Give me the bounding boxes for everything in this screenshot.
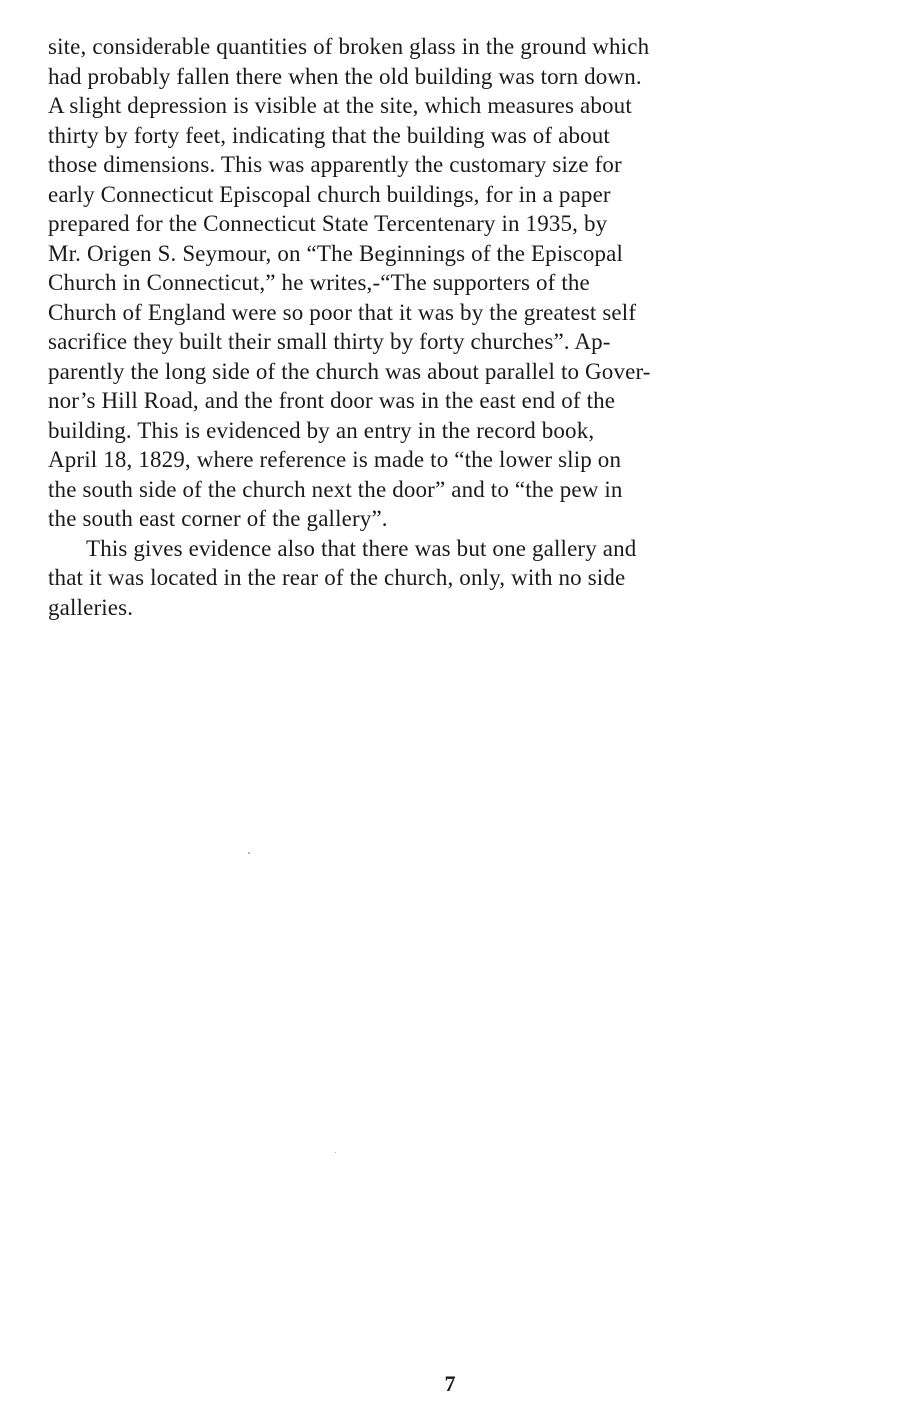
scan-speck xyxy=(248,852,250,854)
text-line: Church in Connecticut,” he writes,-“The supporters of the xyxy=(48,270,590,295)
text-line: prepared for the Connecticut State Tercentenary in 1935, by xyxy=(48,211,608,236)
text-line: This gives evidence also that there was but one gallery and xyxy=(86,535,637,561)
text-line: that it was located in the rear of the church, only, with no side xyxy=(48,565,626,590)
text-line: parently the long side of the church was about parallel to Gover- xyxy=(48,358,651,384)
body-text xyxy=(48,32,848,622)
text-line: early Connecticut Episcopal church buildings, for in a paper xyxy=(48,181,611,207)
text-line: the south side of the church next the door” and to “the pew in xyxy=(48,476,623,502)
page-number: 7 xyxy=(444,1371,456,1396)
text-line: had probably fallen there when the old building was torn down. xyxy=(48,63,642,89)
text-line: galleries. xyxy=(48,594,134,620)
text-line: the south east corner of the gallery”. xyxy=(48,506,388,531)
scan-speck xyxy=(335,1152,336,1153)
paragraph-2 xyxy=(48,534,848,623)
text-line: sacrifice they built their small thirty by forty churches”. Ap- xyxy=(48,329,611,354)
text-line: nor’s Hill Road, and the front door was in the east end of the xyxy=(48,388,616,413)
text-line: April 18, 1829, where reference is made to “the lower slip on xyxy=(48,447,622,472)
text-line: Church of England were so poor that it was by the greatest self xyxy=(48,299,637,325)
text-line: thirty by forty feet, indicating that the building was of about xyxy=(48,122,610,148)
text-line: site, considerable quantities of broken glass in the ground which xyxy=(48,34,650,59)
paragraph-1 xyxy=(48,32,848,534)
text-line: building. This is evidenced by an entry in the record book, xyxy=(48,417,595,443)
text-line: Mr. Origen S. Seymour, on “The Beginnings of the Episcopal xyxy=(48,240,624,266)
text-line: A slight depression is visible at the site, which measures about xyxy=(48,93,632,118)
text-line: those dimensions. This was apparently the customary size for xyxy=(48,152,622,177)
